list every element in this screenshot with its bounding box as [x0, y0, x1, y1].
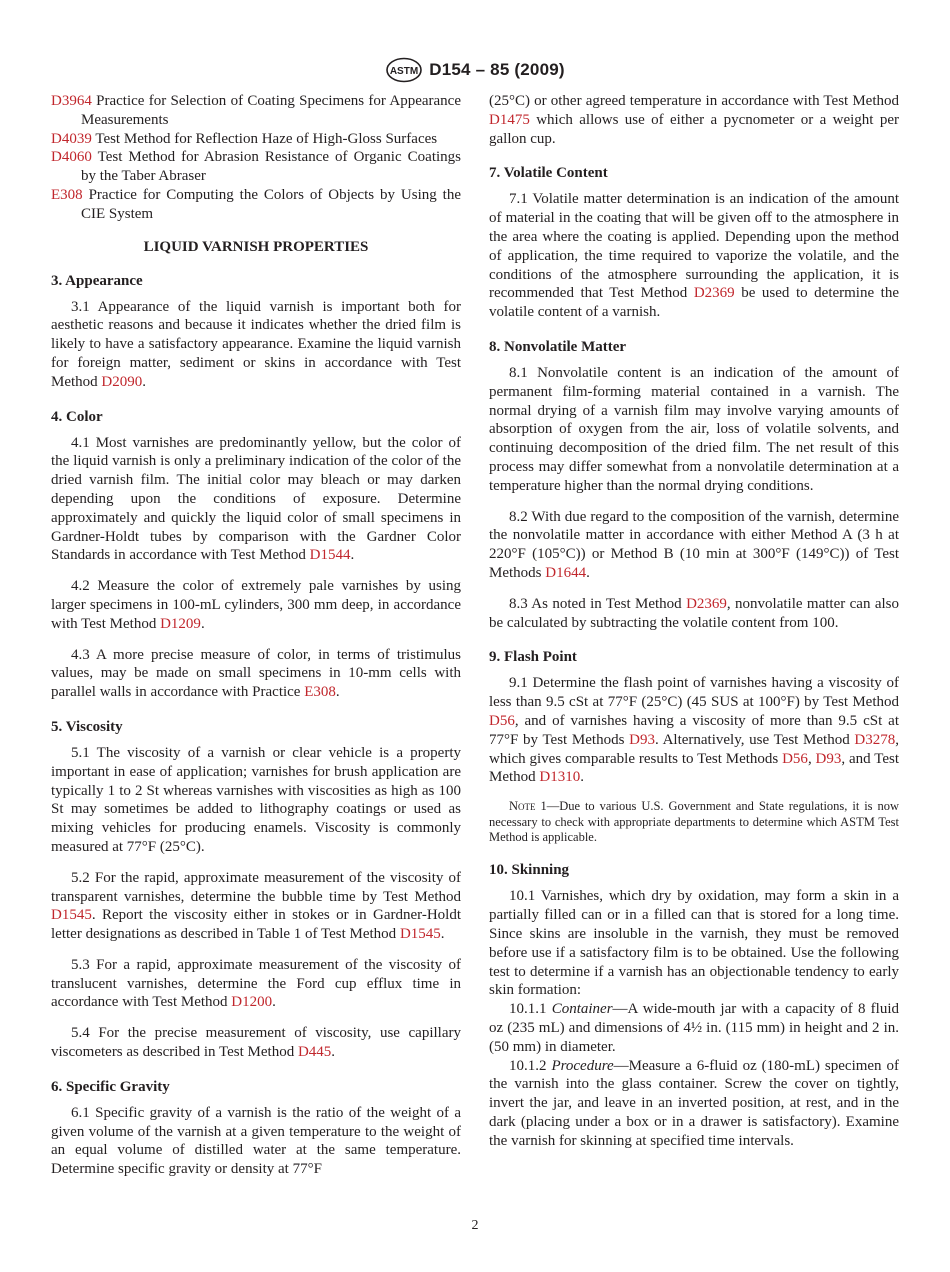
- paragraph-4-1: 4.1 Most varnishes are predominantly yellow, but the color of the liquid varnish is only a preliminary indication of the color of the dried varnish film. The initial color may bleach or may darken depending upon the conditions of exposure. Determine approximately and quickly the liquid color of small specimens in Gardner-Holdt tubes by comparison with the Gardner Color Standards in accordance with Test Method D1544.: [51, 434, 461, 564]
- ref-link[interactable]: D2369: [693, 285, 735, 302]
- paragraph-8-1: 8.1 Nonvolatile content is an indication of the amount of permanent film-forming material contained in a varnish. The normal drying of a varnish film may involve varying amounts of absorption of oxygen from the air, loss of volatile solvents, and continuing decomposition of the dried film. The net result of this process may differ somewhat from a nonvolatile determination at a temperature higher than the normal drying conditions.: [489, 364, 899, 494]
- ref-link[interactable]: D1545: [399, 926, 441, 943]
- ref-link[interactable]: D93: [815, 750, 842, 767]
- paragraph-6-1: 6.1 Specific gravity of a varnish is the ratio of the weight of a given volume of the varnish at a given temperature to the weight of an equal volume of distilled water at the same temperature. Determine specific gravity or density at 77°F: [51, 1104, 461, 1178]
- paragraph-7-1: 7.1 Volatile matter determination is an indication of the amount of material in the coating that will be given off to the atmosphere in the area where the coating is applied. Depending upon the method of application, the time required to vaporize the volatile, and the conditions of the atmosphere surrounding the application, it is recommended that Test Method D2369 be used to determine the volatile content of a varnish.: [489, 191, 899, 321]
- ref-link[interactable]: D1545: [51, 907, 92, 924]
- reference-code-link[interactable]: D4060: [51, 149, 92, 166]
- paragraph-9-1: 9.1 Determine the flash point of varnishes having a viscosity of less than 9.5 cSt at 77°F (25°C) (45 SUS at 100°F) by Test Method D56, and of varnishes having a viscosity of more than 9.5 cSt at 77°F by Test Methods D93. Alternatively, use Test Method D3278, which gives comparable results to Test Methods D56, D93, and Test Method D1310.: [489, 675, 900, 786]
- ref-link[interactable]: D1310: [539, 769, 581, 786]
- ref-link[interactable]: D3278: [854, 731, 896, 748]
- ref-link[interactable]: D56: [782, 750, 808, 767]
- paragraph-5-3: 5.3 For a rapid, approximate measurement of the viscosity of translucent varnishes, determine the Ford cup efflux time in accordance with Test Method D1200.: [51, 956, 461, 1011]
- paragraph-5-2: 5.2 For the rapid, approximate measurement of the viscosity of transparent varnishes, determine the bubble time by Test Method D1545. Report the viscosity either in stokes or in Gardner-Holdt letter designations as described in Table 1 of Test Method D1545.: [51, 869, 461, 943]
- paragraph-5-1: 5.1 The viscosity of a varnish or clear vehicle is a property important in ease of application; varnishes for brush application are typically 1 to 2 St whereas varnishes with viscosities as high as 100 St may sometimes be added to lithography coatings or used as mixing vehicles for producing enamels. Viscosity is commonly measured at 77°F (25°C).: [51, 744, 461, 855]
- reference-item: D4039 Test Method for Reflection Haze of High-Gloss Surfaces: [51, 130, 438, 147]
- section-title-viscosity: 5. Viscosity: [51, 718, 123, 735]
- section-title-specific-gravity: 6. Specific Gravity: [51, 1078, 170, 1095]
- left-column: [51, 92, 461, 1179]
- reference-code-link[interactable]: E308: [51, 186, 83, 203]
- document-id: D154 – 85 (2009): [429, 60, 565, 79]
- reference-code-link[interactable]: D3964: [51, 93, 92, 109]
- ref-link[interactable]: D1200: [231, 994, 273, 1011]
- svg-text:ASTM: ASTM: [390, 66, 419, 77]
- ref-link[interactable]: D445: [297, 1044, 332, 1061]
- paragraph-10-1-1: 10.1.1 Container—A wide-mouth jar with a capacity of 8 fluid oz (235 mL) and dimensions of 4½ in. (115 mm) in height and 2 in. (50 mm) in diameter.: [489, 1001, 900, 1055]
- page-header: [0, 56, 950, 84]
- reference-code-link[interactable]: D4039: [51, 130, 92, 147]
- reference-item: D4060 Test Method for Abrasion Resistance of Organic Coatings by the Taber Abraser: [51, 149, 461, 185]
- paragraph-6-1-continued: (25°C) or other agreed temperature in accordance with Test Method D1475 which allows use of either a pycnometer or a weight per gallon cup.: [489, 93, 899, 147]
- paragraph-8-2: 8.2 With due regard to the composition of the varnish, determine the nonvolatile matter in accordance with either Method A (3 h at 220°F (105°C)) or Method B (10 min at 300°F (149°C)) of Test Methods D1644.: [489, 508, 899, 581]
- ref-link[interactable]: D1544: [309, 547, 351, 564]
- paragraph-10-1-2: 10.1.2 Procedure—Measure a 6-fluid oz (180-mL) specimen of the varnish into the glass container. Screw the cover on tightly, invert the jar, and leave in an inverted position, at rest, and in the dark (placing under a box or in a drawer is satisfactory). Examine the varnish for skinning at specified time intervals.: [489, 1057, 899, 1149]
- ref-link[interactable]: D56: [489, 712, 515, 729]
- paragraph-4-3: 4.3 A more precise measure of color, in terms of tristimulus values, may be made on small specimens in 10-mm cells with parallel walls in accordance with Practice E308.: [51, 646, 461, 701]
- reference-item: D3964 Practice for Selection of Coating Specimens for Appearance Measurements: [51, 93, 461, 128]
- ref-link[interactable]: D93: [629, 731, 655, 748]
- paragraph-3-1: 3.1 Appearance of the liquid varnish is important both for aesthetic reasons and because it indicates whether the dried film is likely to have a satisfactory appearance. Examine the liquid varnish for foreign matter, sediment or skins in accordance with Test Method D2090.: [51, 298, 461, 390]
- ref-link[interactable]: E308: [304, 684, 336, 701]
- ref-link[interactable]: D1475: [489, 111, 530, 128]
- section-title-flash-point: 9. Flash Point: [489, 649, 577, 666]
- ref-link[interactable]: D2090: [101, 373, 143, 390]
- right-column: [489, 92, 899, 1150]
- section-heading: LIQUID VARNISH PROPERTIES: [143, 238, 369, 255]
- ref-link[interactable]: D1644: [545, 564, 587, 581]
- page-number: 2: [471, 1218, 479, 1233]
- section-title-nonvolatile-matter: 8. Nonvolatile Matter: [489, 338, 627, 355]
- reference-item: E308 Practice for Computing the Colors of Objects by Using the CIE System: [51, 186, 461, 222]
- astm-logo-icon: [385, 57, 423, 83]
- ref-link[interactable]: D1209: [160, 615, 201, 632]
- paragraph-5-4: 5.4 For the precise measurement of viscosity, use capillary viscometers as described in Test Method D445.: [51, 1025, 461, 1061]
- section-title-appearance: 3. Appearance: [51, 272, 143, 289]
- ref-link[interactable]: D2369: [686, 595, 727, 612]
- section-title-skinning: 10. Skinning: [489, 862, 570, 879]
- note-1: Note 1—Due to various U.S. Government and State regulations, it is now necessary to check with appropriate departments to determine which ASTM Test Method is applicable.: [489, 799, 899, 844]
- paragraph-4-2: 4.2 Measure the color of extremely pale varnishes by using larger specimens in 100-mL cylinders, 300 mm deep, in accordance with Test Method D1209.: [51, 578, 461, 632]
- section-title-color: 4. Color: [51, 408, 103, 425]
- section-title-volatile-content: 7. Volatile Content: [489, 165, 608, 182]
- paragraph-10-1: 10.1 Varnishes, which dry by oxidation, may form a skin in a partially filled can or in a filled can that is stored for a long time. Since skins are insoluble in the varnish, they must be removed before use if a satisfactory film is to be obtained. Use the following test to determine if a varnish has an objectionable tendency to early skin formation:: [489, 888, 899, 999]
- paragraph-8-3: 8.3 As noted in Test Method D2369, nonvolatile matter can also be calculated by subtracting the volatile content from 100.: [489, 595, 899, 631]
